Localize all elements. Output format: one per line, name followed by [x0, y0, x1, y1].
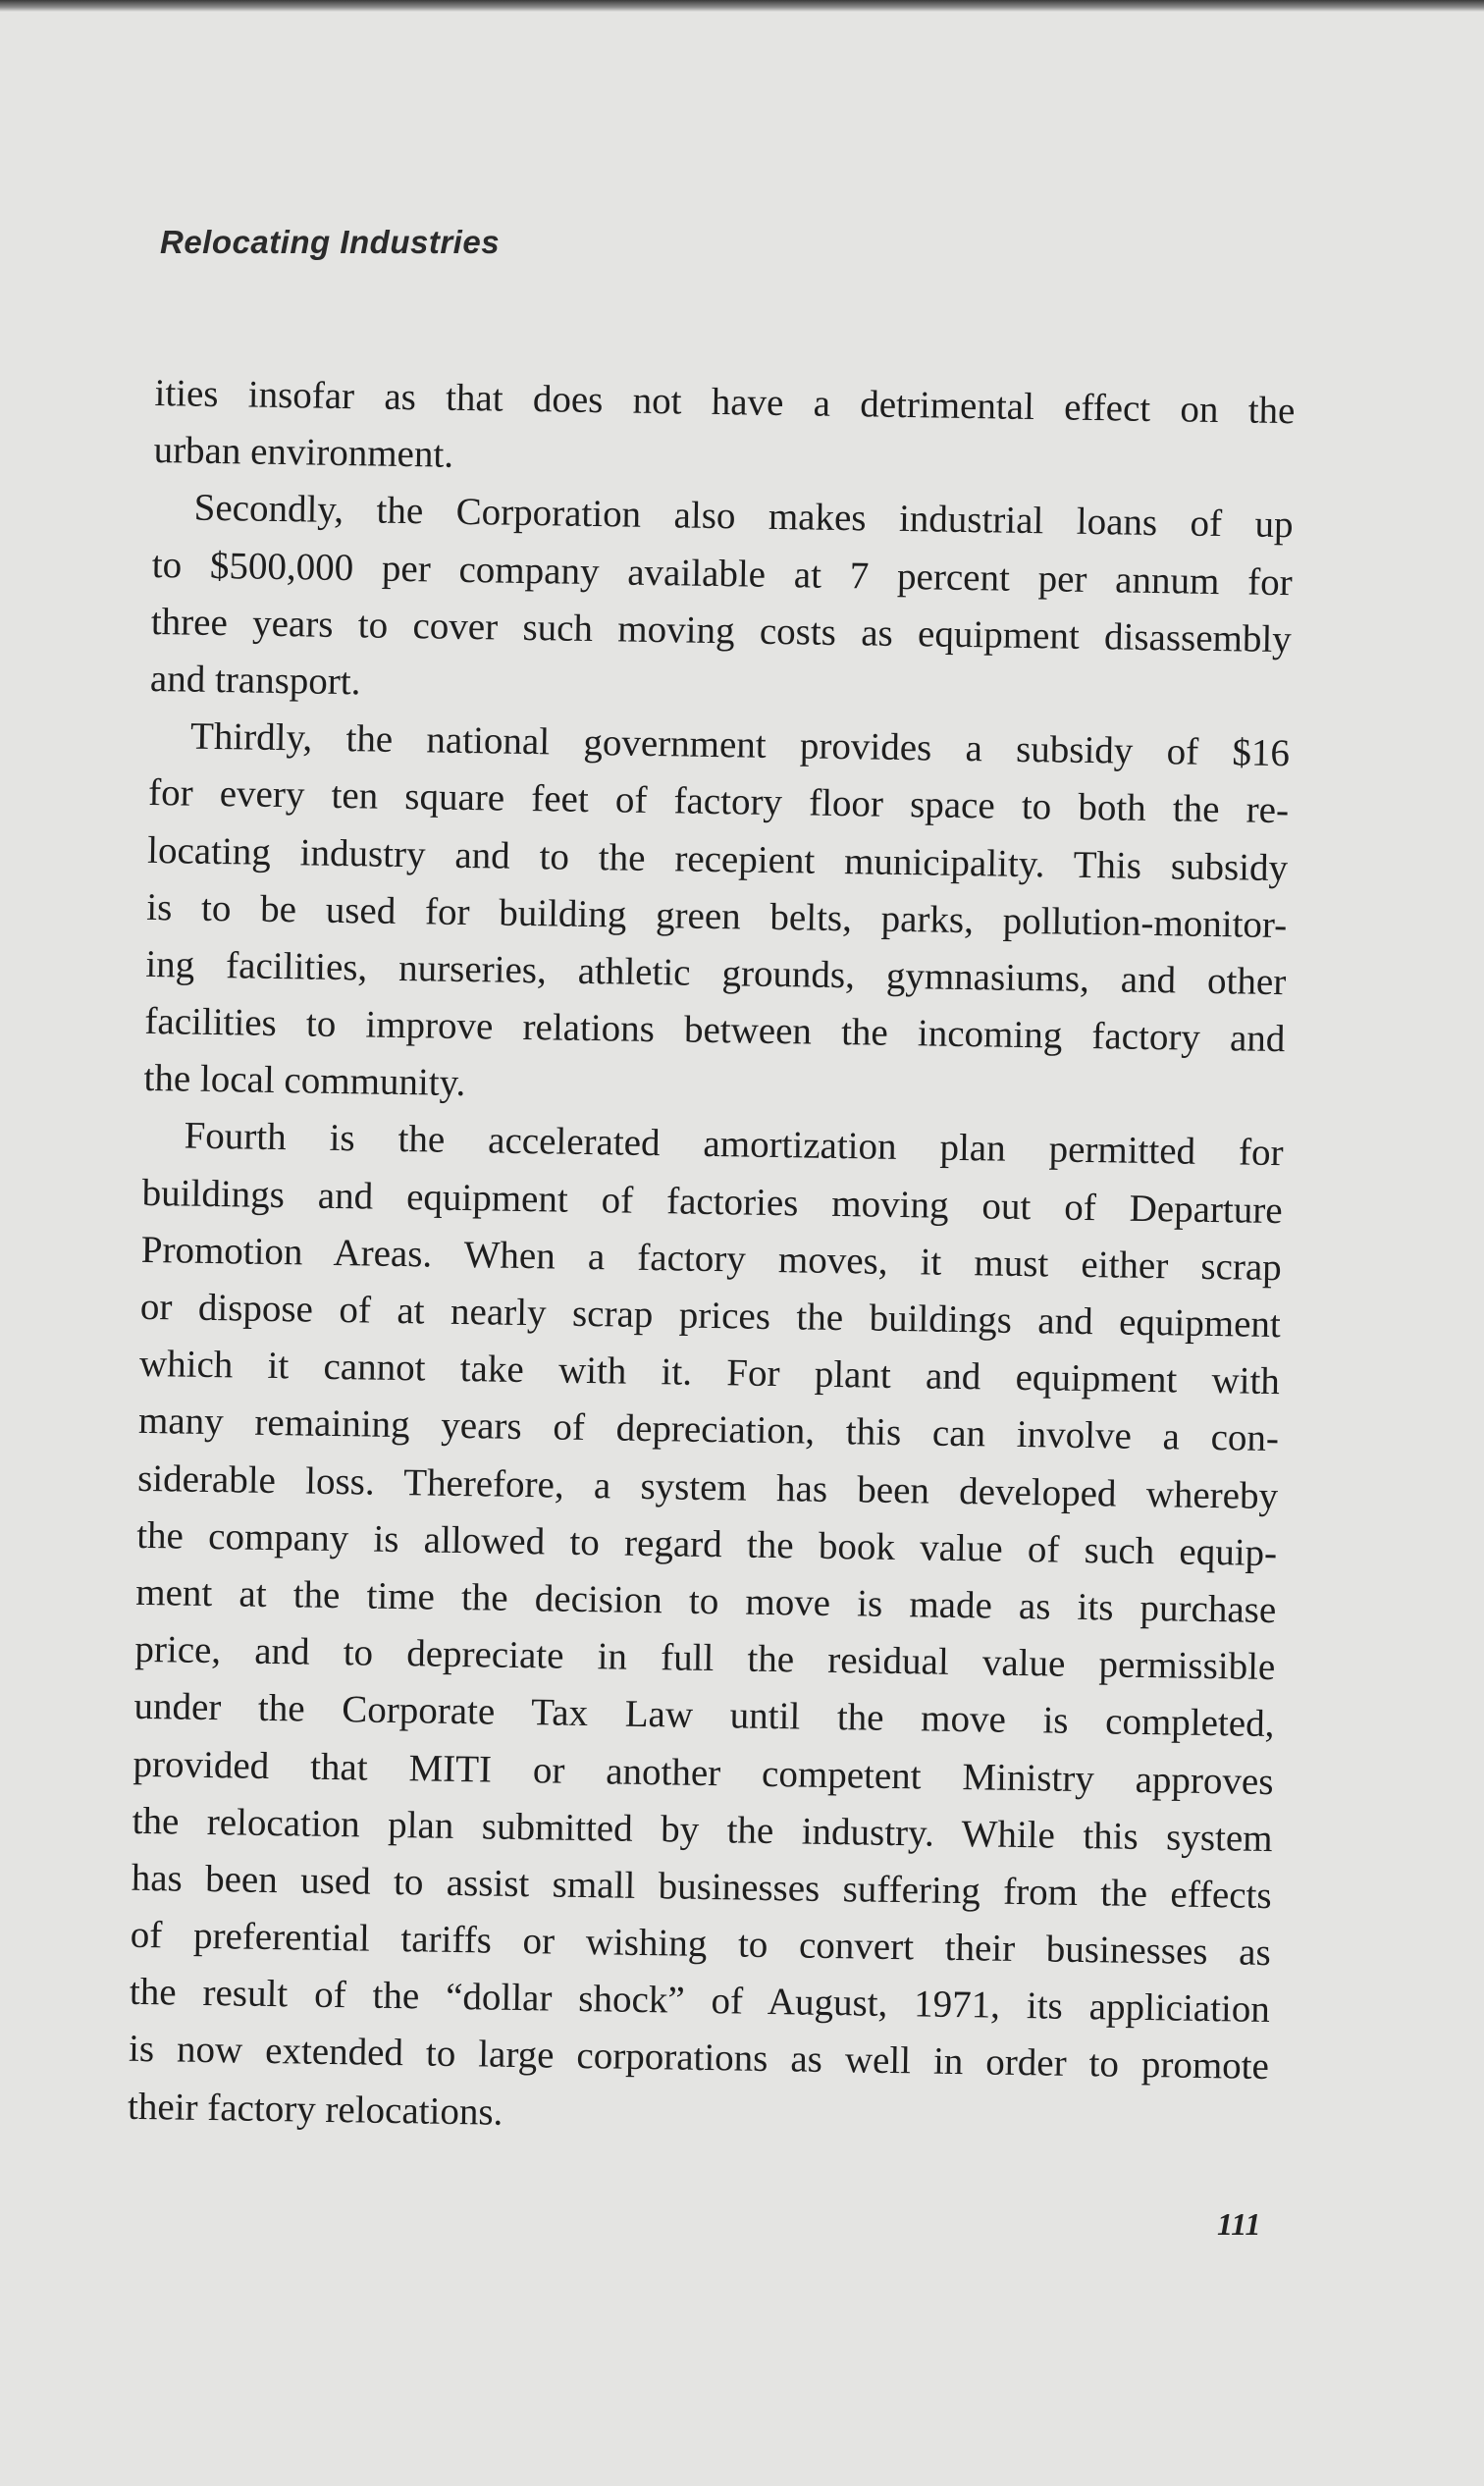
text-line: facilities to improve relations between the incoming factory and	[144, 999, 1286, 1061]
text-line: price, and to depreciate in full the residual value permissible	[134, 1627, 1276, 1689]
text-line: the local community.	[143, 1057, 466, 1105]
text-line: the result of the “dollar shock” of August, 1971, its appliciation	[129, 1971, 1271, 2032]
text-line: has been used to assist small businesses suffering from the effects	[131, 1856, 1272, 1917]
text-line: their factory relocations.	[127, 2085, 504, 2134]
text-line: Fourth is the accelerated amortization plan permitted for	[184, 1115, 1284, 1175]
text-line: Thirdly, the national government provides a subsidy of $16	[189, 714, 1291, 775]
text-line: which it cannot take with it. For plant and equipment with	[138, 1343, 1281, 1403]
text-line: Secondly, the Corporation also makes industrial loans of up	[193, 487, 1294, 547]
text-line: Promotion Areas. When a factory moves, it must either scrap	[140, 1228, 1283, 1289]
text-line: three years to cover such moving costs as equipment disassembly	[150, 600, 1293, 661]
text-line: is to be used for building green belts, parks, pollution-monitor-	[145, 885, 1288, 946]
text-line: urban environment.	[153, 429, 454, 476]
text-line: to $500,000 per company available at 7 percent per annum for	[151, 543, 1294, 604]
text-line: siderable loss. Therefore, a system has been developed whereby	[136, 1456, 1279, 1517]
text-line: ment at the time the decision to move is made as its purchase	[135, 1570, 1277, 1632]
text-line: ing facilities, nurseries, athletic grounds, gymnasiums, and other	[145, 942, 1287, 1004]
text-line: of preferential tariffs or wishing to convert their businesses as	[130, 1913, 1272, 1975]
text-line: for every ten square feet of factory floor space to both the re-	[147, 771, 1290, 832]
page-number: 111	[1217, 2206, 1261, 2242]
text-line: and transport.	[149, 657, 361, 704]
text-line: under the Corporate Tax Law until the move is completed,	[133, 1685, 1275, 1746]
running-head: Relocating Industries	[160, 224, 501, 260]
text-line: is now extended to large corporations as well in order to promote	[128, 2028, 1270, 2089]
text-line: provided that MITI or another competent Ministry approves	[132, 1742, 1274, 1803]
text-line: many remaining years of depreciation, this can involve a con-	[137, 1400, 1280, 1460]
text-line: ities insofar as that does not have a detrimental effect on the	[154, 371, 1296, 433]
text-line: locating industry and to the recepient municipality. This subsidy	[146, 828, 1289, 889]
page-top-edge	[0, 0, 1484, 12]
text-line: the relocation plan submitted by the industry. While this system	[132, 1799, 1273, 1860]
body-text	[128, 365, 1296, 2153]
text-line: or dispose of at nearly scrap prices the buildings and equipment	[139, 1285, 1282, 1347]
text-line: buildings and equipment of factories moving out of Departure	[141, 1171, 1283, 1232]
text-line: the company is allowed to regard the book value of such equip-	[135, 1513, 1278, 1574]
